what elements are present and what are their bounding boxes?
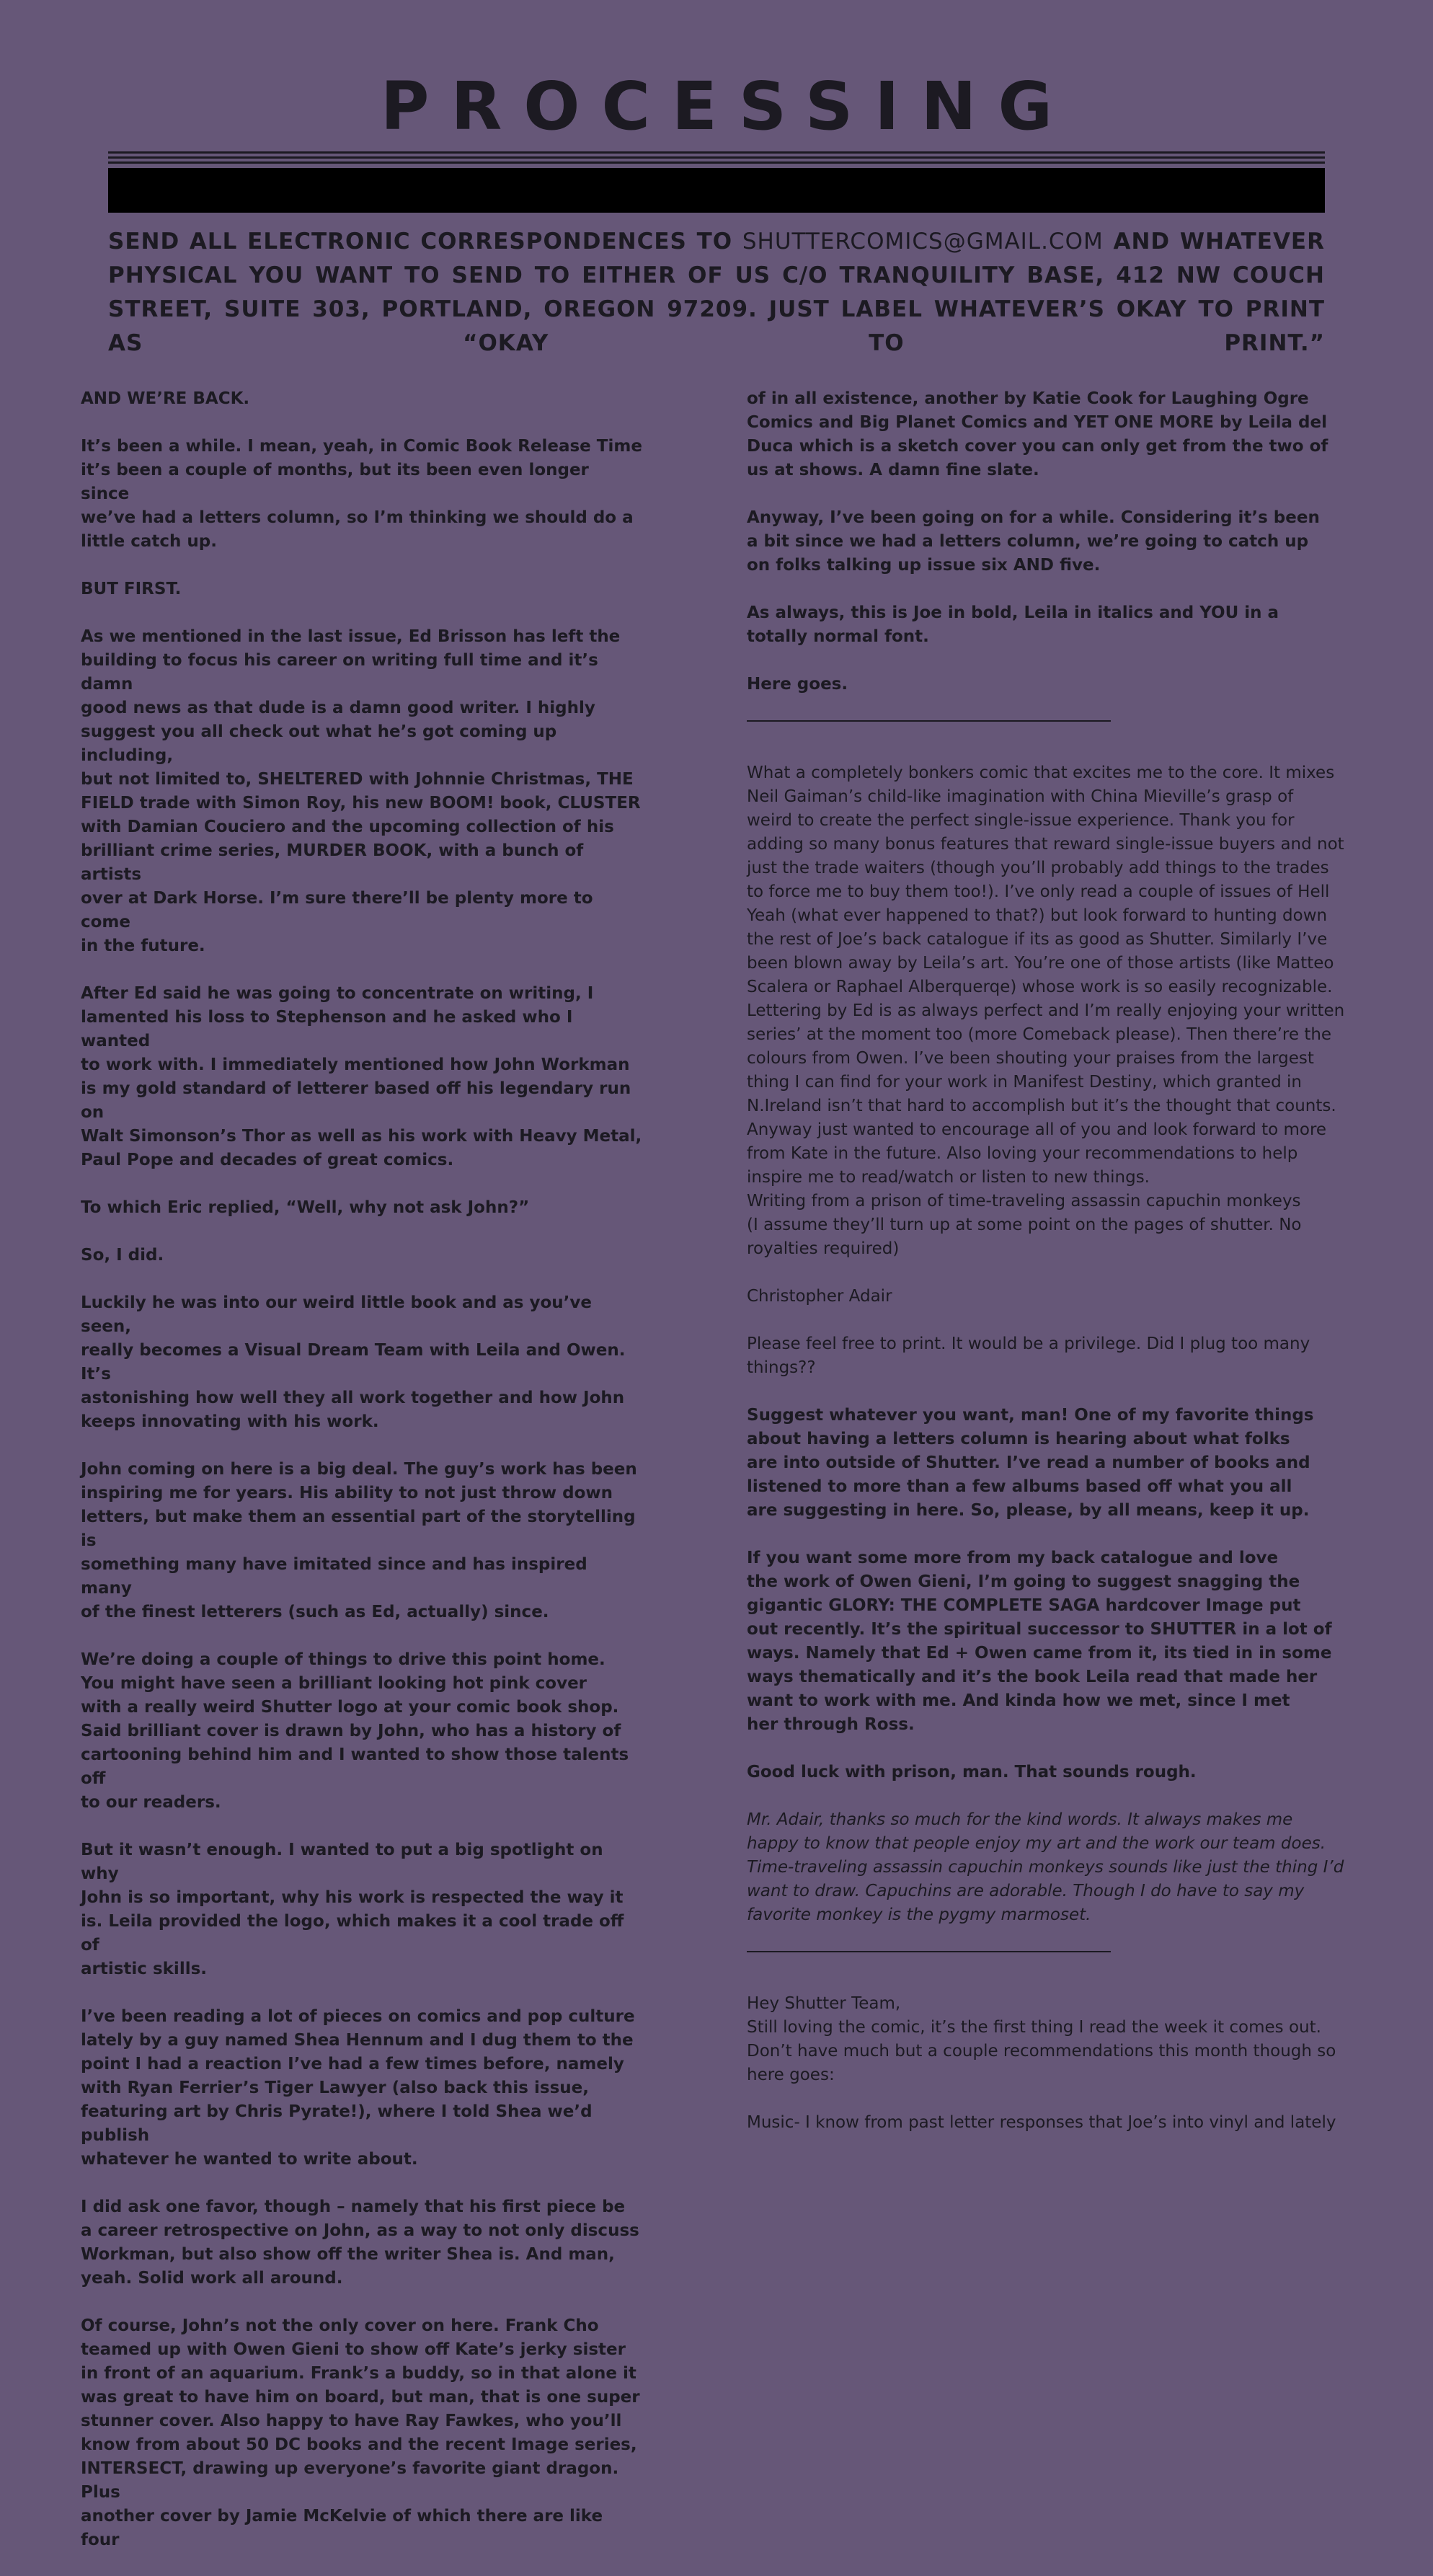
paragraph: To which Eric replied, “Well, why not ask John?” <box>81 1198 530 1217</box>
paragraph: Luckily he was into our weird little book and as you’ve seen, really becomes a Visual Dream Team with Leila and Owen. It’s astonishing how well they all work together and how John keeps innovating with his work. <box>81 1293 626 1431</box>
section-divider <box>747 720 1111 722</box>
paragraph: As we mentioned in the last issue, Ed Brisson has left the building to focus his career on writing full time and it’s damn good news as that dude is a damn good writer. I highly suggest you all check out what he’s got coming up including, but not limited to, SHELTERED with Johnnie Christmas, THE FIELD trade with Simon Roy, his new BOOM! book, CLUSTER with Damian Couciero and the upcoming collection of his brilliant crime series, MURDER BOOK, with a bunch of artists over at Dark Horse. I’m sure there’ll be plenty more to come in the future. <box>81 627 641 955</box>
right-column <box>747 387 1367 2159</box>
intro-text <box>108 225 1325 360</box>
paragraph: Of course, John’s not the only cover on here. Frank Cho teamed up with Owen Gieni to show off Kate’s jerky sister in front of an aquarium. Frank’s a buddy, so in that alone it was great to have him on board, but man, that is one super stunner cover. Also happy to have Ray Fawkes, who you’ll know from about 50 DC books and the recent Image series, INTERSECT, drawing up everyone’s favorite giant dragon. Plus another cover by Jamie McKelvie of which there are like four <box>81 2316 640 2549</box>
intro-after-email: AND WHATEVER PHYSICAL YOU WANT TO SEND TO EITHER OF US C/O TRANQUILITY BASE, 412 NW COUCH STREET, SUITE 303, PORTLAND, OREGON 97209. JUST LABEL WHATEVER’S OKAY TO PRINT AS “OKAY TO PRINT.” <box>108 229 1325 356</box>
section-divider <box>747 1951 1111 1952</box>
letter-postscript: Please feel free to print. It would be a privilege. Did I plug too many things?? <box>747 1335 1310 1377</box>
joe-reply: Good luck with prison, man. That sounds rough. <box>747 1763 1197 1781</box>
paragraph: AND WE’RE BACK. <box>81 389 250 408</box>
page-title: PROCESSING <box>381 68 1074 145</box>
paragraph: As always, this is Joe in bold, Leila in italics and YOU in a totally normal font. <box>747 603 1279 646</box>
paragraph: of in all existence, another by Katie Cook for Laughing Ogre Comics and Big Planet Comics and YET ONE MORE by Leila del Duca which is a sketch cover you can only get from the two of us at shows. A damn fine slate. <box>747 389 1328 479</box>
letter-signoff: Writing from a prison of time-traveling assassin capuchin monkeys (I assume they’ll turn up at some point on the pages of shutter. No royalties required) <box>747 1192 1302 1258</box>
letter-text: Music- I know from past letter responses that Joe’s into vinyl and lately <box>747 2113 1336 2132</box>
thick-bar <box>108 168 1325 213</box>
joe-reply: If you want some more from my back catalogue and love the work of Owen Gieni, I’m going to suggest snagging the gigantic GLORY: THE COMPLETE SAGA hardcover Image put out recently. It’s the spiritual successor to SHUTTER in a lot of ways. Namely that Ed + Owen came from it, its tied in in some ways thematically and it’s the book Leila read that made her want to work with me. And kinda how we met, since I met her through Ross. <box>747 1549 1332 1734</box>
thin-rule <box>108 156 1325 159</box>
email-address: SHUTTERCOMICS@GMAIL.COM <box>742 229 1104 254</box>
paragraph: It’s been a while. I mean, yeah, in Comic Book Release Time it’s been a couple of months, but its been even longer since we’ve had a letters column, so I’m thinking we should do a little catch up. <box>81 437 642 551</box>
thin-rule <box>108 151 1325 154</box>
paragraph: We’re doing a couple of things to drive this point home. You might have seen a brilliant looking hot pink cover with a really weird Shutter logo at your comic book shop. Said brilliant cover is drawn by John, who has a history of cartooning behind him and I wanted to show those talents off to our readers. <box>81 1650 629 1812</box>
paragraph: Anyway, I’ve been going on for a while. Considering it’s been a bit since we had a letters column, we’re going to catch up on folks talking up issue six AND five. <box>747 508 1320 575</box>
paragraph: So, I did. <box>81 1246 164 1265</box>
leila-reply: Mr. Adair, thanks so much for the kind words. It always makes me happy to know that people enjoy my art and the work our team does. Time-traveling assassin capuchin monkeys sounds like just the thing I’d want to draw. Capuchins are adorable. Though I do have to say my favorite monkey is the pygmy marmoset. <box>747 1810 1344 1924</box>
letter-text: What a completely bonkers comic that excites me to the core. It mixes Neil Gaiman’s child-like imagination with China Mieville’s grasp of weird to create the perfect single-issue experience. Thank you for adding so many bonus features that reward single-issue buyers and not just the trade waiters (though you’ll probably add things to the trades to force me to buy them too!). I’ve only read a couple of issues of Hell Yeah (what ever happened to that?) but look forward to hunting down the rest of Joe’s back catalogue if its as good as Shutter. Similarly I’ve been blown away by Leila’s art. You’re one of those artists (like Matteo Scalera or Raphael Alberquerqe) whose work is so easily recognizable. Lettering by Ed is as always perfect and I’m really enjoying your written series’ at the moment too (more Comeback please). Then there’re the colours from Owen. I’ve been shouting your praises from the largest thing I can find for your work in Manifest Destiny, which granted in N.Ireland isn’t that hard to accomplish but it’s the thought that counts. Anyway just wanted to encourage all of you and look forward to more from Kate in the future. Also loving your recommendations to help inspire me to read/watch or listen to new things. <box>747 763 1345 1187</box>
paragraph: BUT FIRST. <box>81 580 182 598</box>
paragraph: After Ed said he was going to concentrate on writing, I lamented his loss to Stephenson and he asked who I wanted to work with. I immediately mentioned how John Workman is my gold standard of letterer based off his legendary run on Walt Simonson’s Thor as well as his work with Heavy Metal, Paul Pope and decades of great comics. <box>81 984 642 1169</box>
paragraph: John coming on here is a big deal. The guy’s work has been inspiring me for years. His ability to not just throw down letters, but make them an essential part of the storytelling is something many have imitated since and has inspired many of the finest letterers (such as Ed, actually) since. <box>81 1460 637 1621</box>
paragraph: But it wasn’t enough. I wanted to put a big spotlight on why John is so important, why his work is respected the way it is. Leila provided the logo, which makes it a cool trade off of artistic skills. <box>81 1841 624 1978</box>
paragraph: I’ve been reading a lot of pieces on comics and pop culture lately by a guy named Shea Hennum and I dug them to the point I had a reaction I’ve had a few times before, namely with Ryan Ferrier’s Tiger Lawyer (also back this issue, featuring art by Chris Pyrate!), where I told Shea we’d publish whatever he wanted to write about. <box>81 2007 635 2169</box>
letter-author: Christopher Adair <box>747 1287 892 1306</box>
header-rule <box>108 151 1325 213</box>
paragraph: Here goes. <box>747 675 848 694</box>
paragraph: I did ask one favor, though – namely that his first piece be a career retrospective on John, as a way to not only discuss Workman, but also show off the writer Shea is. And man, yeah. Solid work all around. <box>81 2197 639 2288</box>
thin-rule <box>108 161 1325 164</box>
letter-text: Hey Shutter Team, Still loving the comic, it’s the first thing I read the week it comes out. Don’t have much but a couple recommendations this month though so here goes: <box>747 1994 1336 2084</box>
intro-before-email: SEND ALL ELECTRONIC CORRESPONDENCES TO <box>108 229 742 254</box>
joe-reply: Suggest whatever you want, man! One of my favorite things about having a letters column is hearing about what folks are into outside of Shutter. I’ve read a number of books and listened to more than a few albums based off what you all are suggesting in here. So, please, by all means, keep it up. <box>747 1406 1314 1520</box>
left-column <box>81 387 643 2576</box>
